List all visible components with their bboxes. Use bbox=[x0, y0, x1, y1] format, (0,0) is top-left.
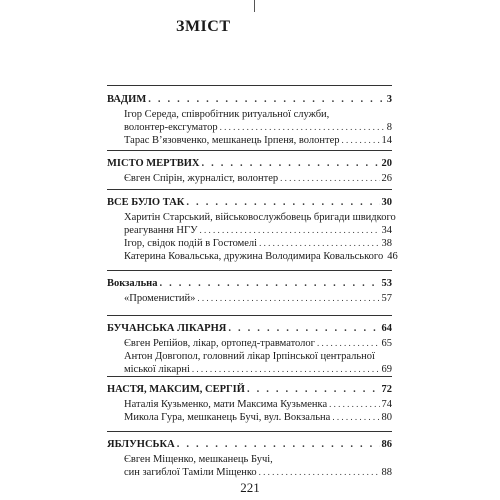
section-rule bbox=[107, 189, 392, 190]
toc-entry-line bbox=[107, 398, 392, 411]
section-title: МІСТО МЕРТВИХ bbox=[107, 158, 200, 169]
leader-dots bbox=[220, 121, 385, 134]
entry-text: міської лікарні bbox=[124, 364, 190, 375]
section-rule bbox=[107, 431, 392, 432]
toc-section bbox=[107, 322, 392, 335]
entry-text: Ігор, свідок подій в Гостомелі bbox=[124, 238, 258, 249]
toc-entry-line bbox=[107, 134, 392, 147]
leader-dots bbox=[192, 363, 380, 376]
section-page: 30 bbox=[381, 197, 392, 208]
entry-page: 80 bbox=[381, 412, 392, 423]
toc-entry-line bbox=[107, 172, 392, 185]
leader-dots bbox=[317, 337, 380, 350]
toc-section bbox=[107, 438, 392, 451]
entry-page: 14 bbox=[381, 135, 392, 146]
section-title: НАСТЯ, МАКСИМ, СЕРГІЙ bbox=[107, 384, 245, 395]
section-page: 64 bbox=[381, 323, 392, 334]
section-page: 86 bbox=[381, 439, 392, 450]
entry-text: Ігор Середа, співробітник ритуальної служби, bbox=[124, 109, 330, 120]
entry-page: 69 bbox=[381, 364, 392, 375]
toc-entry-line bbox=[107, 363, 392, 376]
toc-section bbox=[107, 93, 392, 106]
entry-page: 26 bbox=[381, 173, 392, 184]
leader-dots bbox=[247, 383, 380, 396]
entry-text: Микола Гура, мешканець Бучі, вул. Вокзальна bbox=[124, 412, 331, 423]
leader-dots bbox=[329, 398, 379, 411]
section-rule bbox=[107, 376, 392, 377]
entry-text: Антон Довгопол, головний лікар Ірпінської центральної bbox=[124, 351, 375, 362]
toc-entry-line bbox=[107, 466, 392, 479]
section-page: 3 bbox=[386, 94, 392, 105]
toc-entry-line bbox=[107, 237, 392, 250]
leader-dots bbox=[259, 237, 379, 250]
entry-page: 34 bbox=[381, 225, 392, 236]
leader-dots bbox=[186, 196, 379, 209]
leader-dots bbox=[342, 134, 380, 147]
entry-text: Харитін Старський, військовослужбовець бригади швидкого bbox=[124, 212, 396, 223]
toc-section bbox=[107, 196, 392, 209]
toc-entry-line bbox=[107, 453, 392, 466]
toc-entry-line bbox=[107, 211, 396, 224]
entry-text: Тарас В’язовченко, мешканець Ірпеня, волонтер bbox=[124, 135, 340, 146]
section-page: 20 bbox=[381, 158, 392, 169]
toc-entry-line bbox=[107, 292, 392, 305]
entry-page: 46 bbox=[387, 251, 398, 262]
toc-section bbox=[107, 277, 392, 290]
section-rule bbox=[107, 315, 392, 316]
section-rule bbox=[107, 85, 392, 86]
section-title: БУЧАНСЬКА ЛІКАРНЯ bbox=[107, 323, 227, 334]
top-rule bbox=[254, 0, 255, 12]
leader-dots bbox=[332, 411, 379, 424]
entry-text: волонтер-ексгуматор bbox=[124, 122, 218, 133]
section-rule bbox=[107, 150, 392, 151]
entry-page: 38 bbox=[381, 238, 392, 249]
leader-dots bbox=[280, 172, 379, 185]
section-page: 53 bbox=[381, 278, 392, 289]
entry-page: 57 bbox=[381, 293, 392, 304]
entry-page: 74 bbox=[381, 399, 392, 410]
toc-section bbox=[107, 157, 392, 170]
entry-text: Євген Міщенко, мешканець Бучі, bbox=[124, 454, 273, 465]
leader-dots bbox=[200, 224, 380, 237]
entry-text: Катерина Ковальська, дружина Володимира Ковальського bbox=[124, 251, 384, 262]
entry-text: Євген Репійов, лікар, ортопед-травматолог bbox=[124, 338, 315, 349]
toc-entry-line bbox=[107, 121, 392, 134]
entry-page: 88 bbox=[381, 467, 392, 478]
entry-text: «Променистий» bbox=[124, 293, 196, 304]
entry-text: син загиблої Таміли Міщенко bbox=[124, 467, 257, 478]
leader-dots bbox=[201, 157, 379, 170]
leader-dots bbox=[259, 466, 380, 479]
section-title: ВАДИМ bbox=[107, 94, 147, 105]
leader-dots bbox=[197, 292, 379, 305]
leader-dots bbox=[159, 277, 379, 290]
toc-entry-line bbox=[107, 350, 392, 363]
toc-entry-line bbox=[107, 108, 392, 121]
toc-section bbox=[107, 383, 392, 396]
entry-text: Наталія Кузьменко, мати Максима Кузьменка bbox=[124, 399, 328, 410]
section-page: 72 bbox=[381, 384, 392, 395]
entry-page: 65 bbox=[381, 338, 392, 349]
toc-entry-line bbox=[107, 250, 398, 263]
toc-entry-line bbox=[107, 224, 392, 237]
section-rule bbox=[107, 270, 392, 271]
entry-text: Євген Спірін, журналіст, волонтер bbox=[124, 173, 279, 184]
leader-dots bbox=[148, 93, 385, 106]
section-title: ЯБЛУНСЬКА bbox=[107, 439, 175, 450]
page-number: 221 bbox=[240, 480, 260, 495]
entry-text: реагування НГУ bbox=[124, 225, 198, 236]
section-title: Вокзальна bbox=[107, 278, 158, 289]
toc-entry-line bbox=[107, 337, 392, 350]
section-title: ВСЕ БУЛО ТАК bbox=[107, 197, 185, 208]
page-heading: ЗМІСТ bbox=[176, 18, 231, 35]
entry-page: 8 bbox=[386, 122, 392, 133]
leader-dots bbox=[228, 322, 379, 335]
leader-dots bbox=[177, 438, 380, 451]
toc-entry-line bbox=[107, 411, 392, 424]
